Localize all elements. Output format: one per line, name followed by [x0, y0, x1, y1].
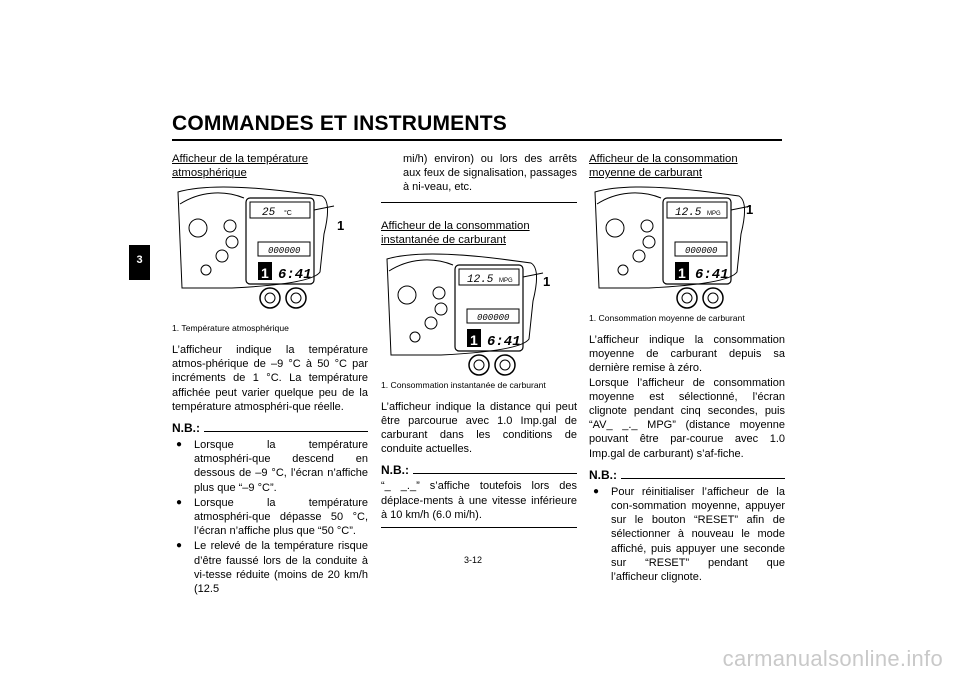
- body-paragraph: L’afficheur indique la consommation moyenne de carburant depuis sa dernière remise à zéro. Lorsque l’afficheur de consommation moyenne est sélectionné, l’écran clignote pendant cinq secondes, puis “AV_ _._ MPG” (distance moyenne pouvant être par-courue avec 1.0 Imp.gal de carburant) s’af-fiche.: [589, 334, 785, 460]
- display-gear: 1: [470, 331, 478, 348]
- figure-caption: 1. Température atmosphérique: [172, 323, 289, 333]
- nb-bullet: ● Lorsque la température atmosphéri-que dépasse 50 °C, l’écran n’affiche plus que “50 °C”.: [194, 496, 368, 539]
- column-average-consumption: [589, 152, 785, 585]
- display-main-value: 25: [262, 207, 276, 219]
- figure-caption: 1. Consommation moyenne de carburant: [589, 313, 745, 323]
- callout-number: 1: [543, 273, 551, 289]
- title-rule: [172, 139, 782, 141]
- dashboard-illustration: [381, 251, 577, 376]
- column-instant-consumption: [381, 152, 577, 528]
- nb-note: “_ _._” s’affiche toutefois lors des déplace-ments à une vitesse inférieure à 10 km/h (6.0 mi/h).: [381, 480, 577, 521]
- display-odometer: 000000: [268, 246, 301, 256]
- body-paragraph: L’afficheur indique la température atmos-phérique de –9 °C à 50 °C par incréments de 1 °C. La température affichée peut varier quelque peu de la température atmosphéri-que réelle.: [172, 344, 368, 413]
- page-number: 3-12: [464, 555, 483, 565]
- nb-heading: [589, 468, 785, 482]
- display-main-unit: °C: [284, 210, 292, 217]
- section-heading-temperature: Afficheur de la température atmosphérique: [172, 153, 309, 179]
- display-odometer: 000000: [685, 246, 718, 256]
- dashboard-figure: [172, 184, 368, 309]
- nb-bullet-list: [589, 485, 785, 584]
- section-heading-average: Afficheur de la consommation moyenne de carburant: [589, 153, 738, 179]
- section-tab: 3: [129, 245, 150, 280]
- nb-heading: [381, 463, 577, 477]
- divider: [381, 527, 577, 528]
- display-odometer: 000000: [477, 312, 510, 323]
- column-temperature: [172, 152, 368, 597]
- display-clock: 6:41: [695, 267, 729, 283]
- display-gear: 1: [261, 265, 269, 281]
- dashboard-illustration: [589, 184, 785, 309]
- display-clock: 6:41: [487, 333, 521, 350]
- nb-bullet: ● Lorsque la température atmosphéri-que descend en dessous de –9 °C, l’écran n’affiche plus que “–9 °C”.: [194, 438, 368, 495]
- nb-bullet: ● Le relevé de la température risque d’être faussé lors de la conduite à vi-tesse réduite (moins de 20 km/h (12.5: [194, 539, 368, 596]
- nb-heading: [172, 421, 368, 435]
- display-main-unit: MPG: [499, 277, 513, 284]
- figure-caption: 1. Consommation instantanée de carburant: [381, 379, 546, 390]
- callout-number: 1: [746, 202, 754, 217]
- dashboard-figure: [589, 184, 785, 309]
- callout-number: 1: [337, 218, 345, 233]
- watermark: carmanualsonline.info: [722, 646, 943, 671]
- body-paragraph: L’afficheur indique la distance qui peut être parcourue avec 1.0 Imp.gal de carburant dans les conditions de conduite actuelles.: [381, 400, 577, 456]
- nb-bullet: ● Pour réinitialiser l’afficheur de la con-sommation moyenne, appuyer sur le bouton “RESET” afin de sélectionner à nouveau le mode affiché, puis appuyer une seconde sur “RESET” pendant que l’afficheur clignote.: [611, 485, 785, 584]
- nb-label: N.B.:: [381, 463, 409, 478]
- display-main-unit: MPG: [707, 211, 721, 217]
- display-main-value: 12.5: [467, 273, 494, 286]
- divider: [381, 202, 577, 203]
- nb-label: N.B.:: [172, 421, 200, 436]
- display-clock: 6:41: [278, 267, 312, 283]
- page-title: COMMANDES ET INSTRUMENTS: [172, 112, 507, 135]
- continued-bullet-text: mi/h) environ) ou lors des arrêts aux feux de signalisation, passages à ni-veau, etc.: [403, 153, 577, 194]
- nb-bullet-list: [172, 438, 368, 596]
- nb-label: N.B.:: [589, 467, 617, 482]
- dashboard-figure: [381, 251, 577, 376]
- dashboard-illustration: [172, 184, 368, 309]
- display-main-value: 12.5: [675, 207, 702, 219]
- display-gear: 1: [678, 265, 686, 281]
- section-heading-instant: Afficheur de la consommation instantanée de carburant: [381, 219, 530, 246]
